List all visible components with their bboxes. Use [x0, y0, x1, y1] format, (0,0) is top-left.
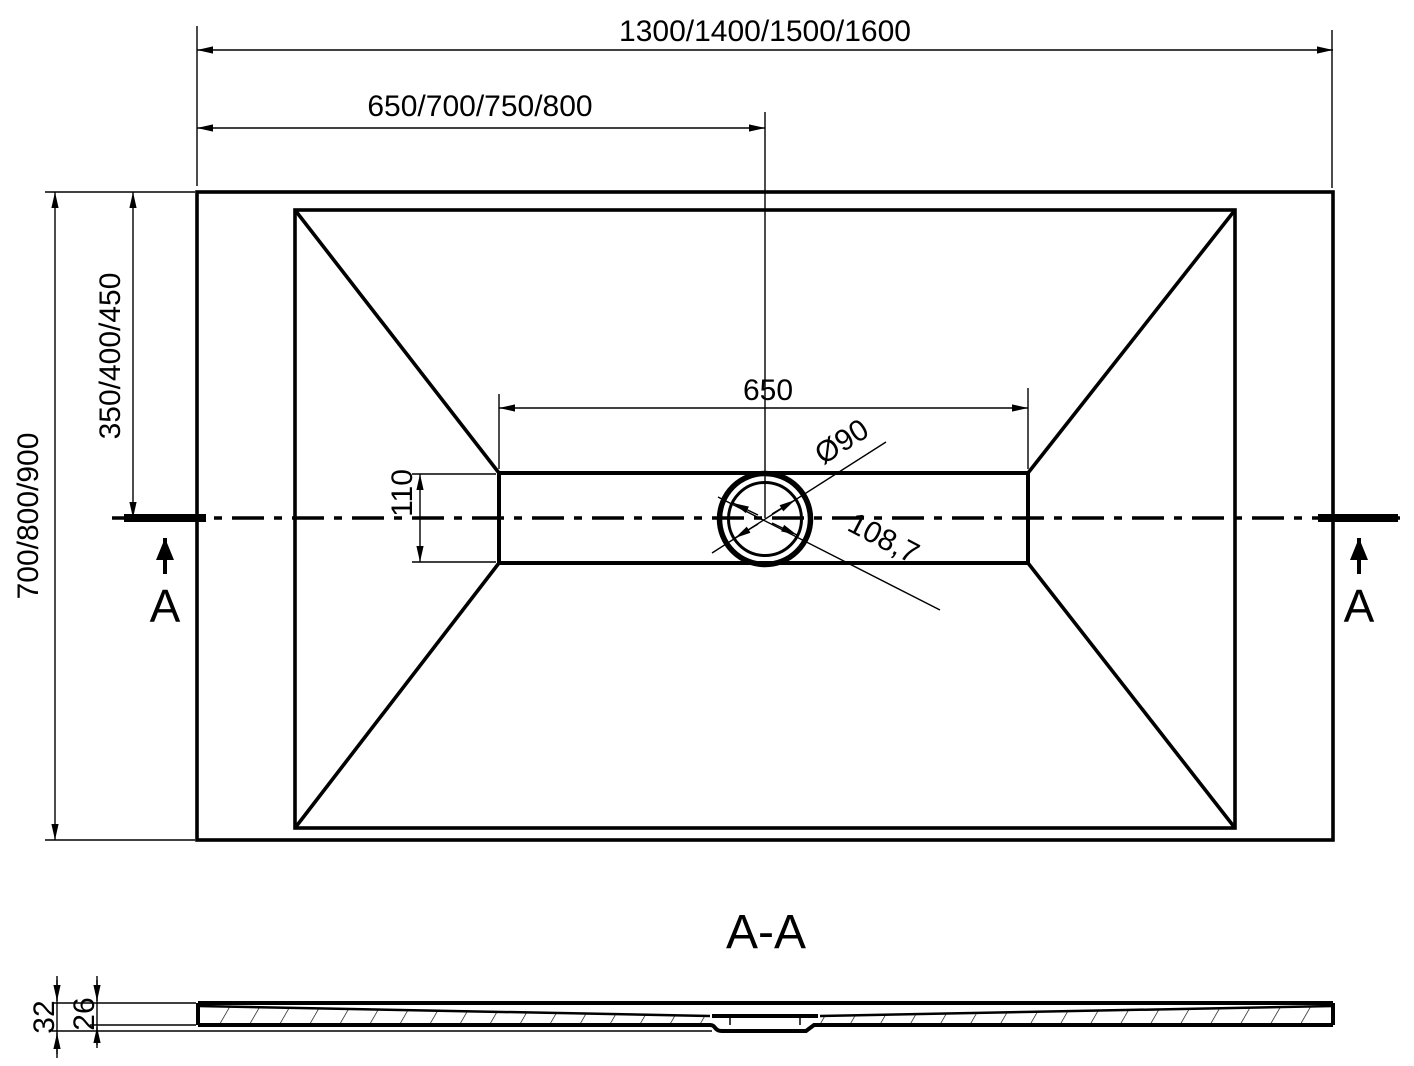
dim-overall-height-label: 700/800/900 [12, 432, 45, 600]
dim-half-height-label: 350/400/450 [94, 272, 127, 440]
section-title: A-A [725, 906, 807, 959]
dim-body-height-label: 26 [68, 997, 101, 1031]
dim-overall-width-label: 1300/1400/1500/1600 [619, 15, 911, 48]
top-view-labels [12, 15, 1375, 632]
dim-total-height-label: 32 [28, 1000, 61, 1034]
section-label-right: A [1343, 580, 1375, 632]
section-label-left: A [149, 580, 181, 632]
dim-half-width-label: 650/700/750/800 [367, 90, 593, 123]
section-view [52, 976, 1333, 1058]
dim-channel-width-label: 110 [386, 469, 419, 517]
dim-drain-diameter-label: Ø90 [809, 412, 875, 472]
dimension-lines [55, 50, 1333, 840]
dim-channel-length-label: 650 [742, 374, 794, 407]
dim-drain-outer-diameter-label: 108,7 [842, 506, 925, 571]
top-view [45, 26, 1400, 840]
extension-lines [45, 26, 1332, 840]
